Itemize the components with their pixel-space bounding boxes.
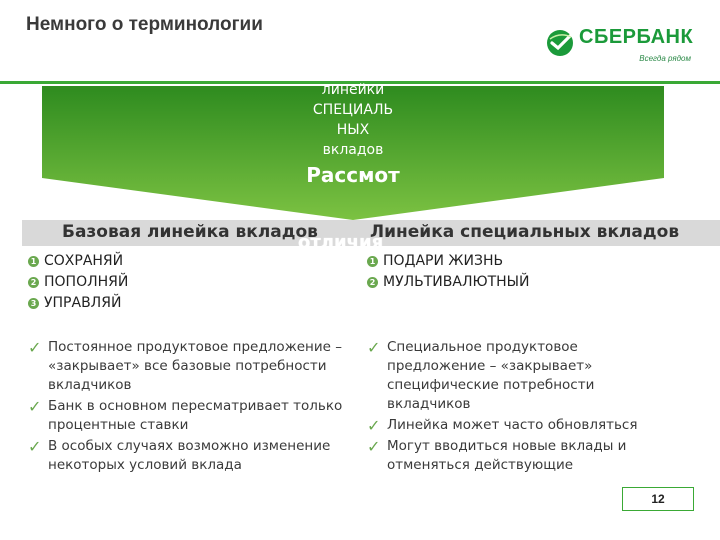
banner-big-text: Рассмот — [306, 163, 400, 187]
list-item — [28, 251, 128, 272]
left-column-title: Базовая линейка вкладов — [62, 222, 318, 242]
logo-name: СБЕРБАНК — [579, 26, 694, 48]
left-check-list — [28, 338, 368, 477]
checkmark-icon: ✓ — [28, 338, 42, 357]
list-item-text: Специальное продуктовое предложение – «закрывает» специфические потребности вкладчиков — [387, 339, 595, 412]
banner-line: СПЕЦИАЛЬ — [312, 102, 394, 118]
checkmark-icon: ✓ — [367, 437, 381, 456]
list-item — [367, 338, 667, 414]
list-item-text: Банк в основном пересматривает только процентные ставки — [48, 398, 343, 433]
right-check-list — [367, 338, 667, 477]
list-item — [367, 437, 667, 475]
list-item-label: СОХРАНЯЙ — [44, 253, 124, 269]
number-bullet-icon: 1 — [367, 256, 378, 267]
banner-overflow-text: отличия — [298, 232, 384, 253]
checkmark-icon: ✓ — [28, 437, 42, 456]
chevron-banner — [42, 82, 664, 220]
sberbank-logo — [545, 26, 695, 70]
banner-line: вкладов — [322, 142, 384, 158]
number-bullet-icon: 2 — [28, 277, 39, 288]
list-item — [367, 416, 667, 435]
list-item — [28, 293, 128, 314]
banner-line: линейки — [321, 82, 385, 98]
list-item — [28, 272, 128, 293]
list-item-text: В особых случаях возможно изменение некоторых условий вклада — [48, 438, 331, 473]
list-item — [28, 397, 368, 435]
list-item-label: ПОДАРИ ЖИЗНЬ — [383, 253, 504, 269]
left-numbered-list — [28, 251, 128, 314]
slide-title: Немного о терминологии — [26, 14, 263, 35]
right-column-title: Линейка специальных вкладов — [370, 222, 680, 242]
list-item — [28, 437, 368, 475]
list-item-text: Постоянное продуктовое предложение – «закрывает» все базовые потребности вкладчиков — [48, 339, 342, 393]
list-item — [28, 338, 368, 395]
page-number: 12 — [622, 487, 694, 511]
number-bullet-icon: 2 — [367, 277, 378, 288]
list-item — [367, 251, 530, 272]
logo-tagline: Всегда рядом — [639, 54, 691, 63]
checkmark-icon: ✓ — [367, 338, 381, 357]
list-item-label: ПОПОЛНЯЙ — [44, 274, 129, 290]
list-item-text: Могут вводиться новые вклады и отменяться действующие — [387, 438, 627, 473]
checkmark-icon: ✓ — [367, 416, 381, 435]
number-bullet-icon: 3 — [28, 298, 39, 309]
number-bullet-icon: 1 — [28, 256, 39, 267]
list-item-label: МУЛЬТИВАЛЮТНЫЙ — [383, 274, 530, 290]
banner-line: НЫХ — [336, 122, 370, 138]
checkmark-icon: ✓ — [28, 397, 42, 416]
list-item-text: Линейка может часто обновляться — [387, 417, 638, 433]
right-numbered-list — [367, 251, 530, 293]
sberbank-logo-icon — [545, 28, 575, 58]
list-item — [367, 272, 530, 293]
list-item-label: УПРАВЛЯЙ — [44, 295, 122, 311]
